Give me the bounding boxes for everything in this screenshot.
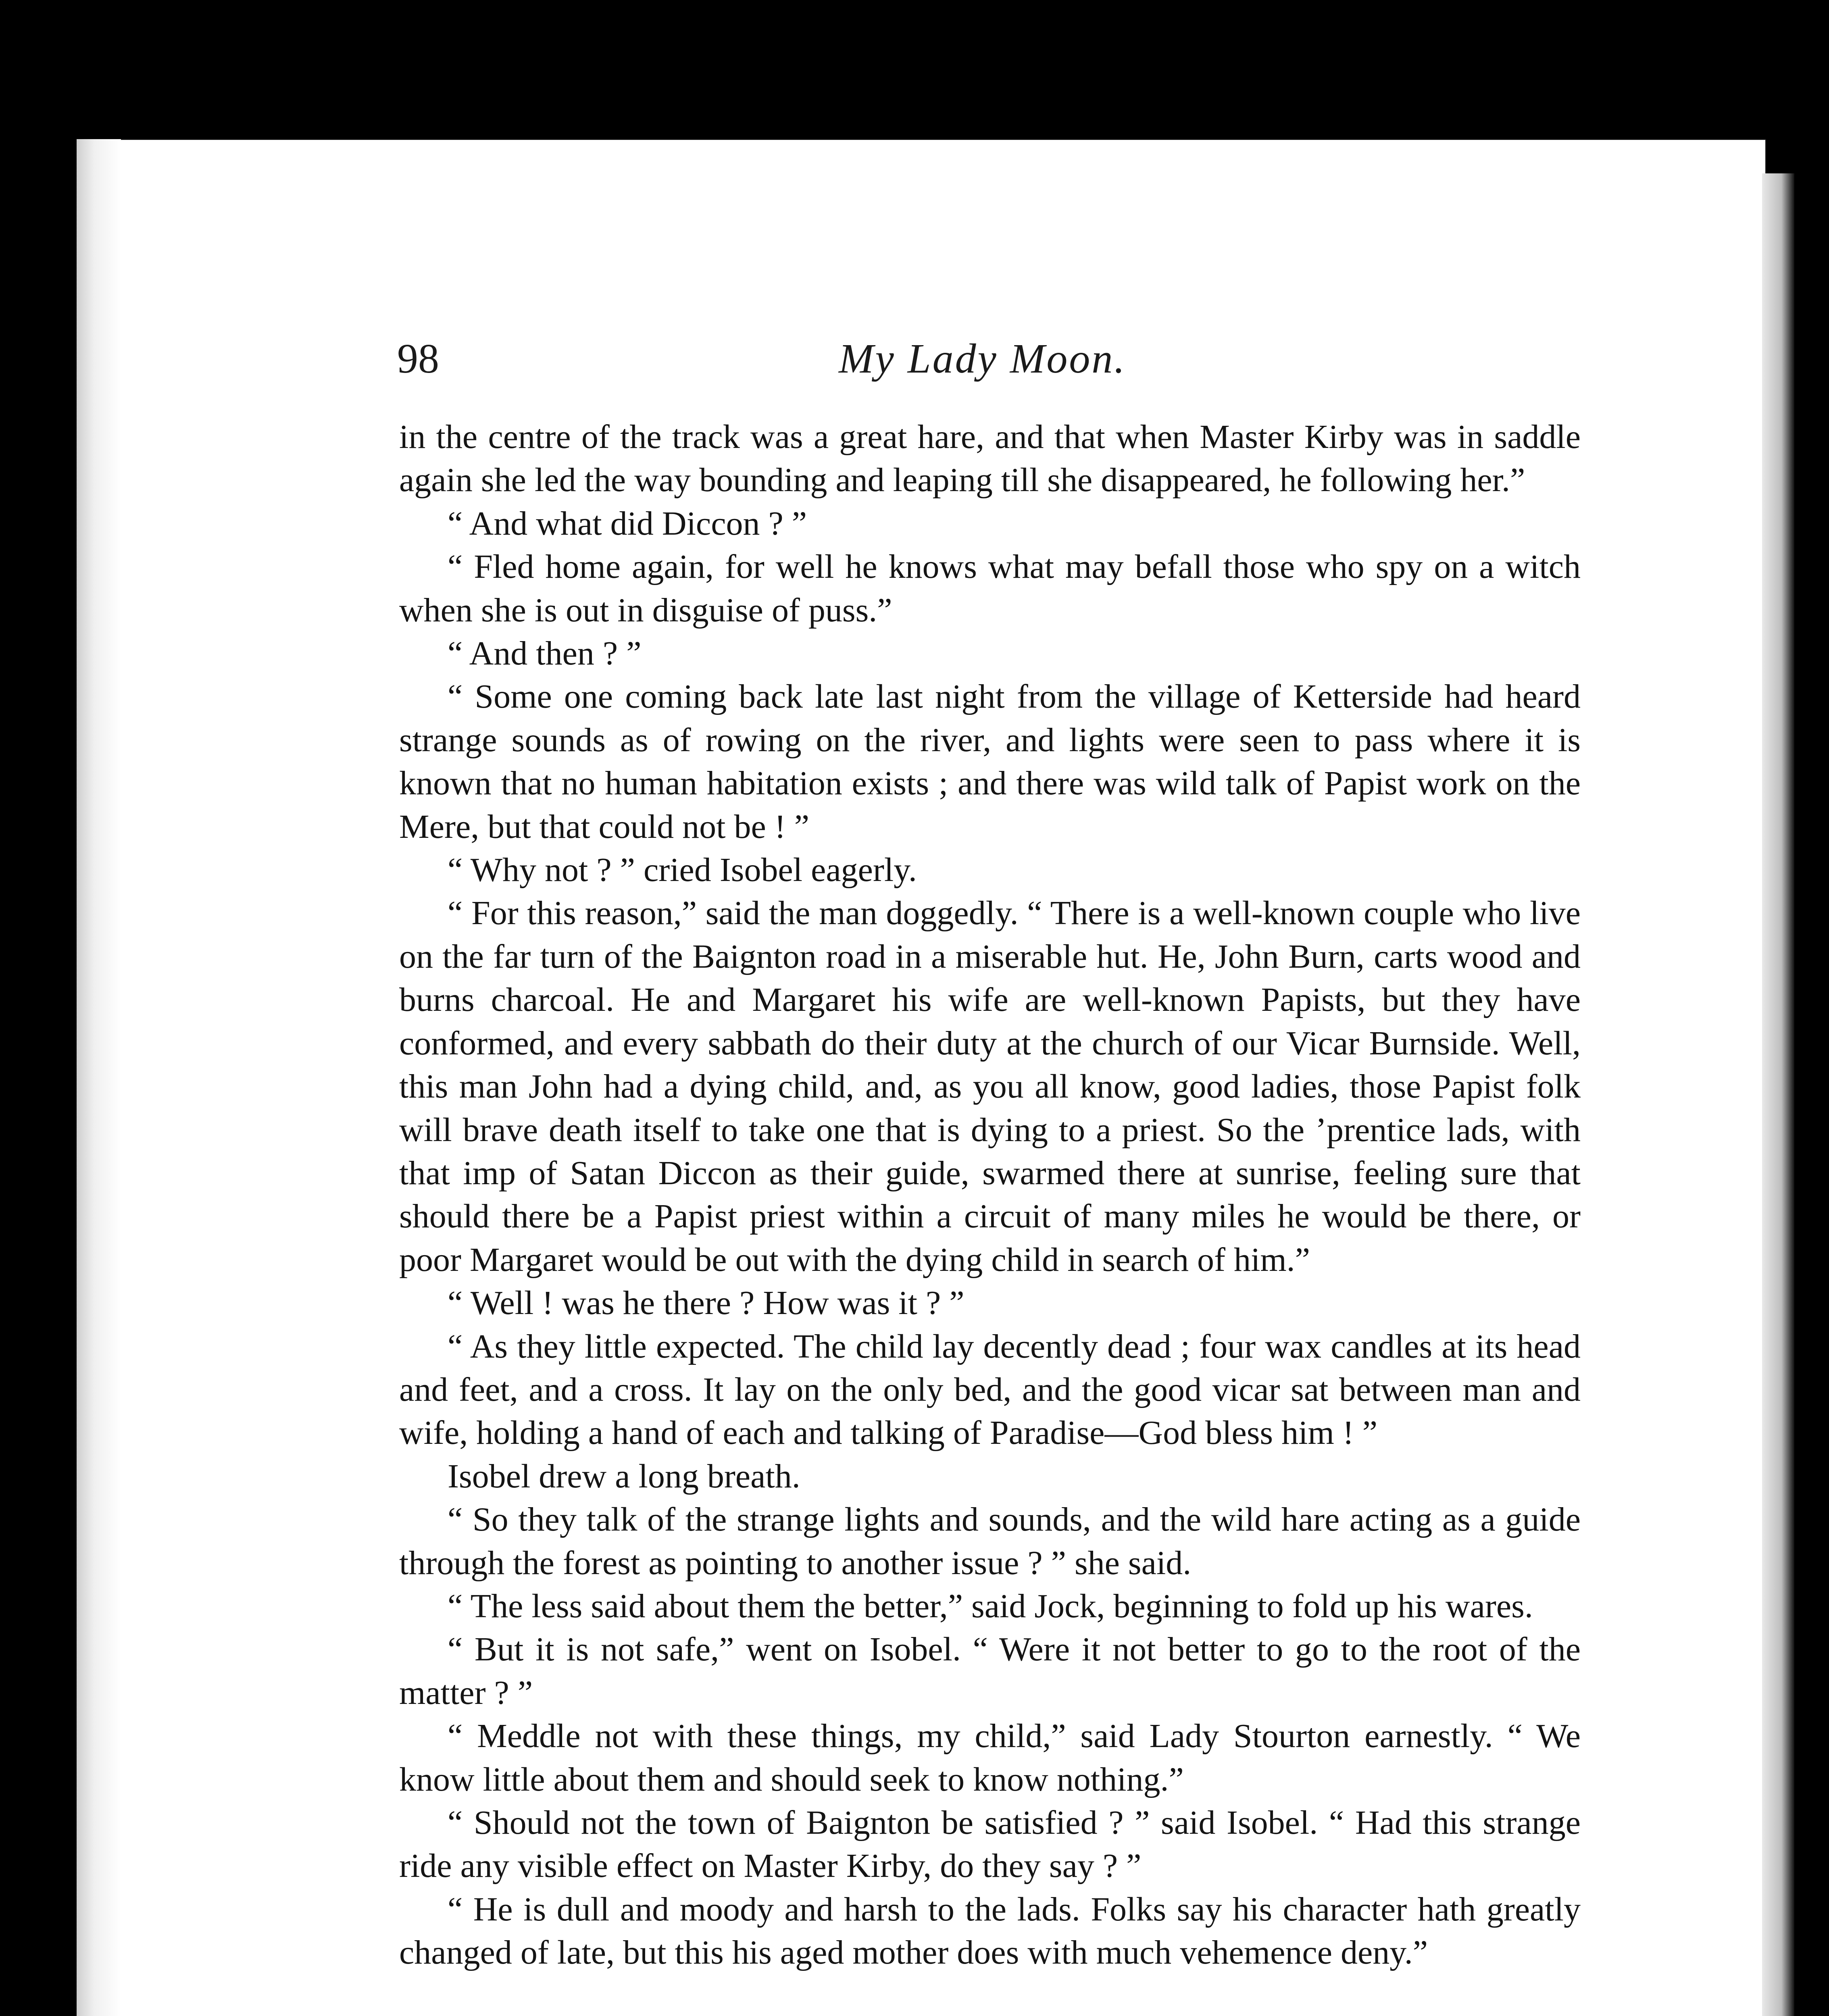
paragraph: “ Some one coming back late last night from the village of Ketterside had heard strange sounds as of rowing on the river, and lights were seen to pass where it is known that no human habitation exists ; and there was wild talk of Papist work on the Mere, but that could not be ! ” xyxy=(399,678,1581,846)
paragraph: in the centre of the track was a great hare, and that when Master Kirby was in saddle again she led the way bounding and leaping till she disappeared, he following her.” xyxy=(399,418,1581,499)
paragraph: “ Why not ? ” cried Isobel eagerly. xyxy=(448,851,917,889)
paragraph: Isobel drew a long breath. xyxy=(448,1457,800,1495)
paragraph: “ As they little expected. The child lay decently dead ; four wax candles at its head and feet, and a cross. It lay on the only bed, and the good vicar sat between man and wife, holding a hand of each and talking of Paradise—God bless him ! ” xyxy=(399,1327,1581,1452)
running-head xyxy=(397,335,1575,391)
page-number: 98 xyxy=(397,335,439,382)
book-title: My Lady Moon. xyxy=(839,335,1127,382)
page-edge-shadow xyxy=(1762,173,1794,2016)
paragraph: “ Meddle not with these things, my child,” said Lady Stourton earnestly. “ We know little about them and should seek to know nothing.” xyxy=(399,1717,1581,1798)
paragraph: “ And what did Diccon ? ” xyxy=(448,504,807,542)
page-gutter-shadow xyxy=(77,139,121,2016)
paragraph: “ For this reason,” said the man doggedly. “ There is a well-known couple who live on the far turn of the Baignton road in a miserable hut. He, John Burn, carts wood and burns charcoal. He and Margaret his wife are well-known Papists, but they have conformed, and every sabbath do their duty at the church of our Vicar Burnside. Well, this man John had a dying child, and, as you all know, good ladies, those Papist folk will brave death itself to take one that is dying to a priest. So the ’prentice lads, with that imp of Satan Diccon as their guide, swarmed there at sunrise, feeling sure that should there be a Papist priest within a circuit of many miles he would be there, or poor Margaret would be out with the dying child in search of him.” xyxy=(399,894,1581,1279)
paragraph: “ Well ! was he there ? How was it ? ” xyxy=(448,1284,964,1322)
paragraph: “ He is dull and moody and harsh to the lads. Folks say his character hath greatly changed of late, but this his aged mother does with much vehemence deny.” xyxy=(399,1890,1581,1972)
paragraph: “ But it is not safe,” went on Isobel. “ Were it not better to go to the root of the matter ? ” xyxy=(399,1631,1581,1712)
paragraph: “ And then ? ” xyxy=(448,635,642,673)
paragraph: “ Should not the town of Baignton be satisfied ? ” said Isobel. “ Had this strange ride any visible effect on Master Kirby, do they say ? ” xyxy=(399,1804,1581,1885)
paragraph: “ So they talk of the strange lights and sounds, and the wild hare acting as a guide through the forest as pointing to another issue ? ” she said. xyxy=(399,1501,1581,1582)
paragraph: “ The less said about them the better,” said Jock, beginning to fold up his wares. xyxy=(448,1587,1533,1625)
paragraph: “ Fled home again, for well he knows what may befall those who spy on a witch when she is out in disguise of puss.” xyxy=(399,548,1581,629)
body-text xyxy=(399,415,1581,1974)
